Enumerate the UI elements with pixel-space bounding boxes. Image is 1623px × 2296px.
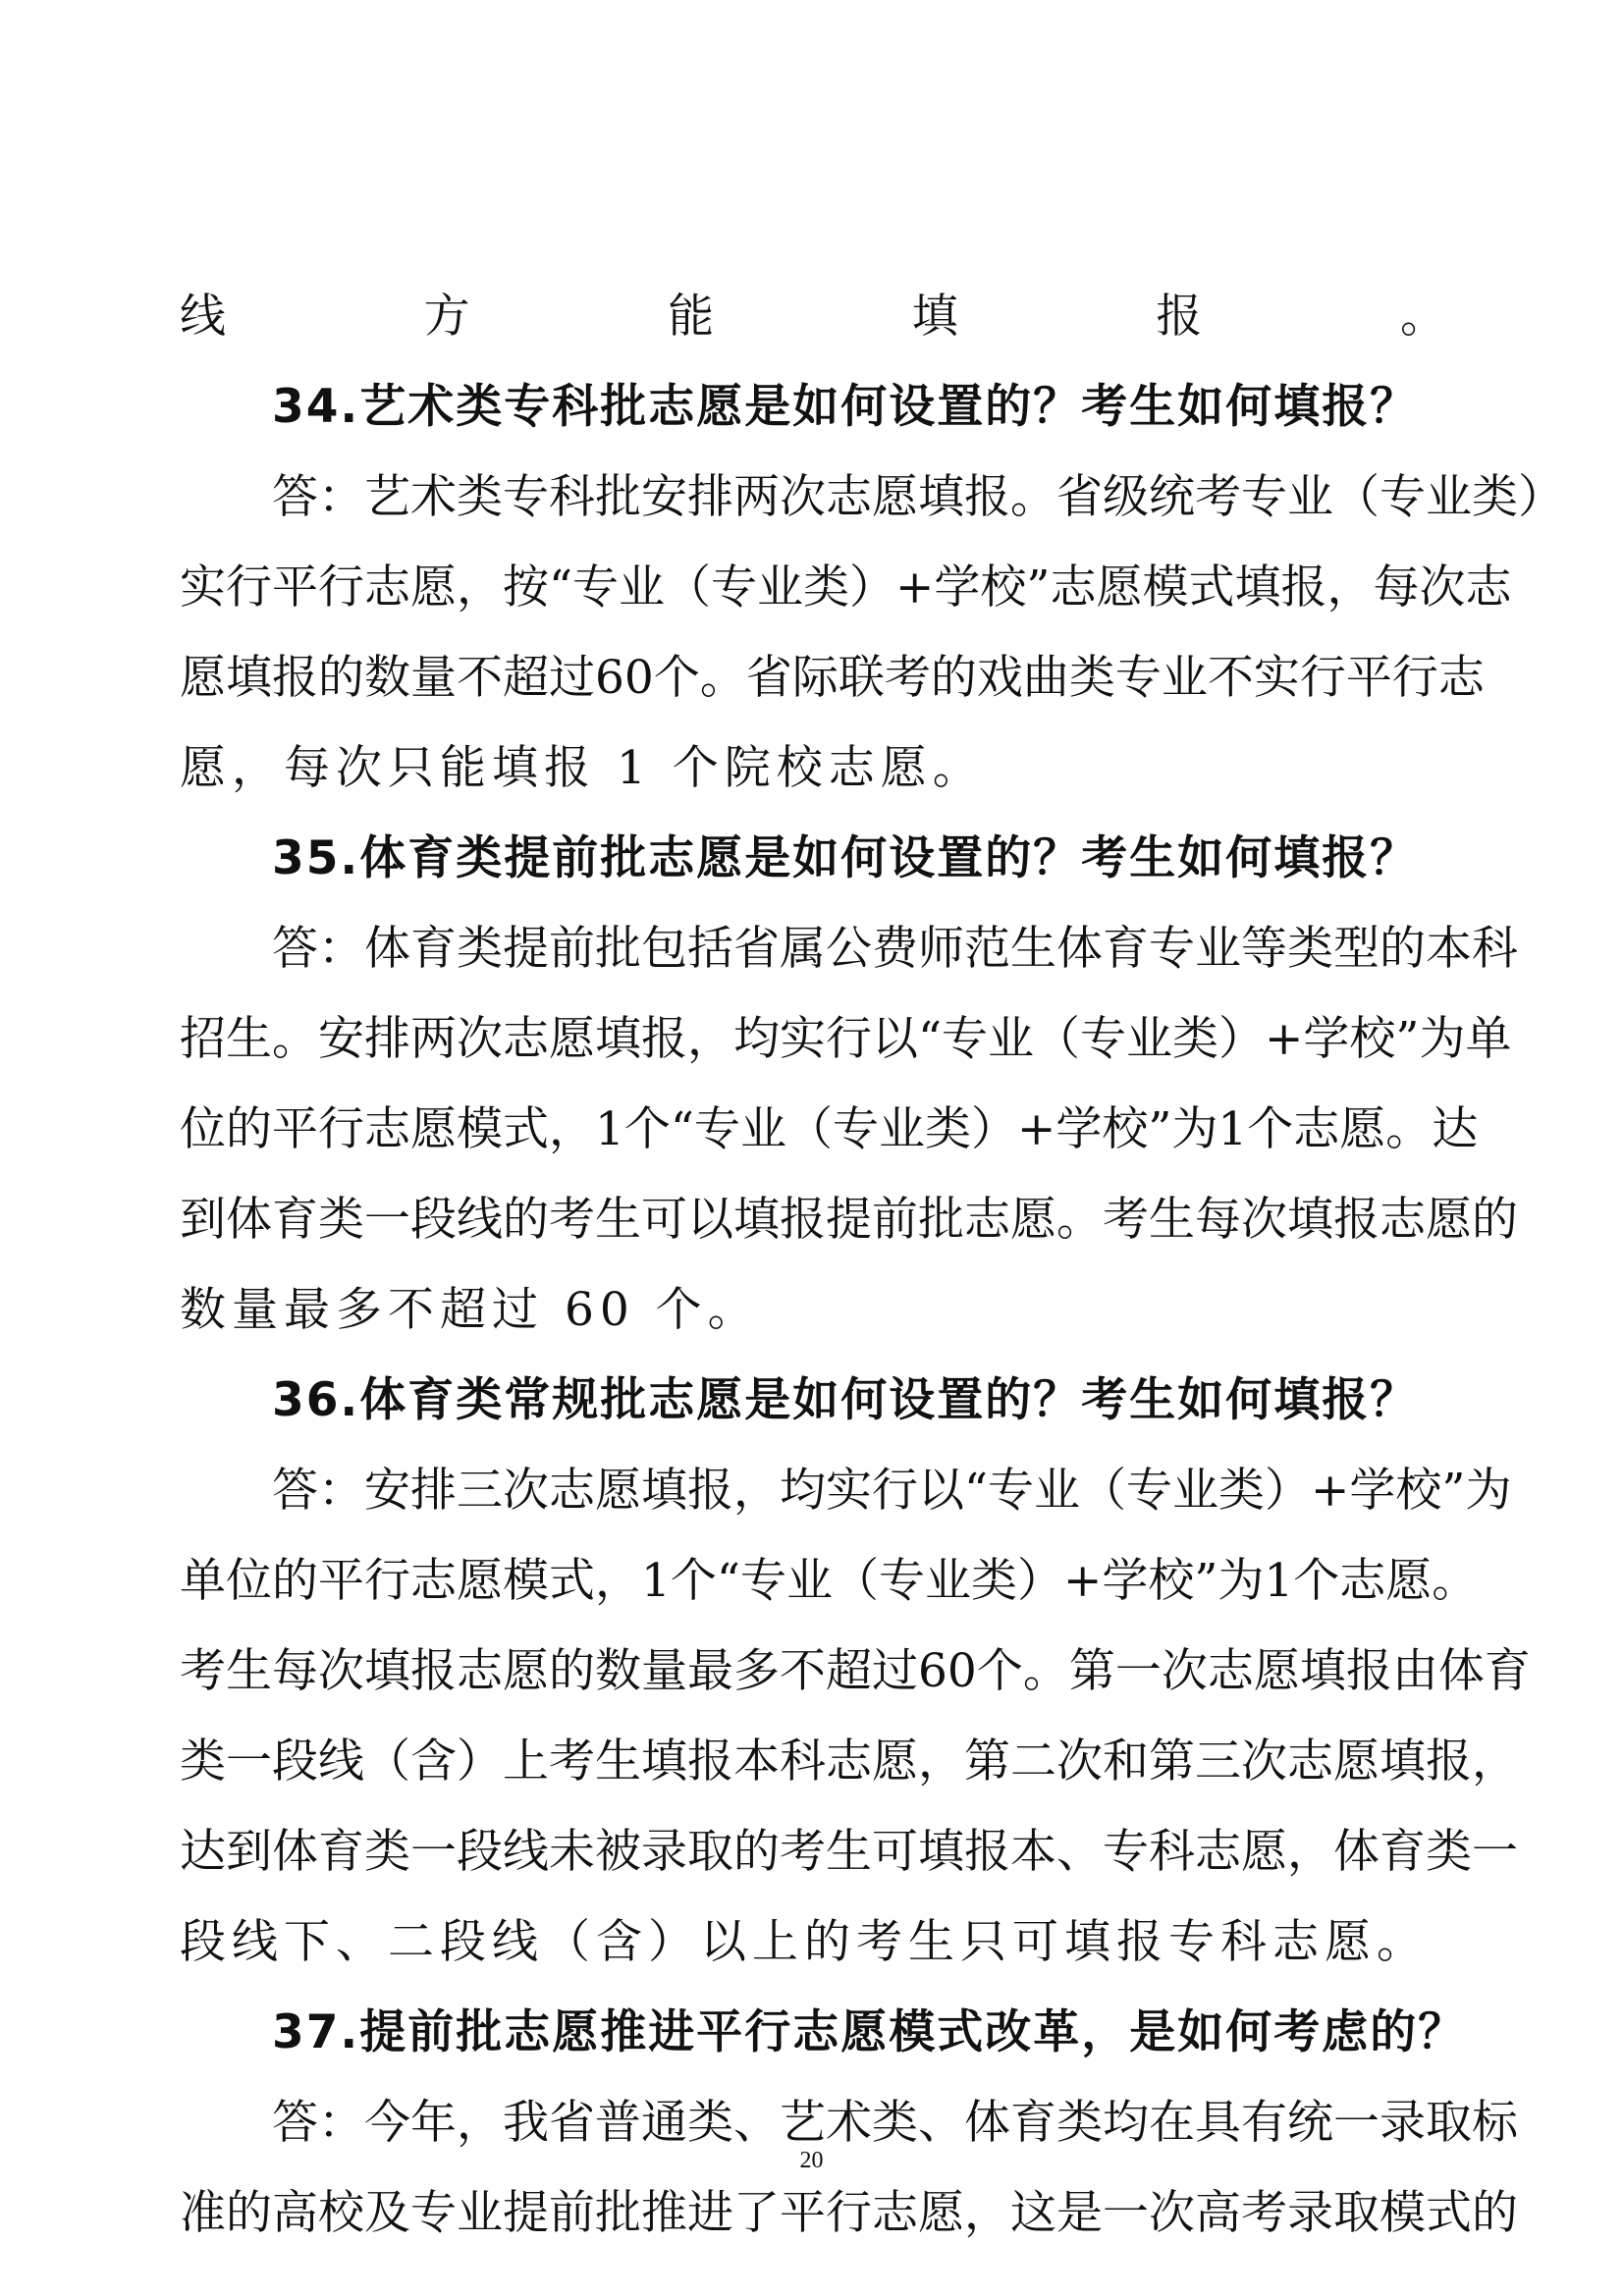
text-line: 实 行 平 行 志 愿 ， 按 “ 专 业 （ 专 业 类 ） + 学 校 ” 志 愿 模 式 填 报 ， 每 次 志 (180, 561, 1512, 614)
text-line: 答 ： 安 排 三 次 志 愿 填 报 ， 均 实 行 以 “ 专 业 （ 专 业 类 ） + 学 校 ” 为 (272, 1464, 1512, 1518)
text-line: 位 的 平 行 志 愿 模 式 ， 1 个 “ 专 业 （ 专 业 类 ） + 学 校 ” 为 1 个 志 愿 。 达 (180, 1102, 1479, 1156)
text-line: 愿，每次只能填报 1 个院校志愿。 (180, 741, 985, 795)
text-line: 愿 填 报 的 数 量 不 超 过 60 个 。 省 际 联 考 的 戏 曲 类 专 业 不 实 行 平 行 志 (180, 651, 1485, 705)
text-line: 数量最多不超过 60 个。 (180, 1283, 760, 1337)
text-line: 招 生 。 安 排 两 次 志 愿 填 报 ， 均 实 行 以 “ 专 业 （ 专 业 类 ） + 学 校 ” 为 单 (180, 1012, 1512, 1066)
text-line: 到 体 育 类 一 段 线 的 考 生 可 以 填 报 提 前 批 志 愿 。 考 生 每 次 填 报 志 愿 的 (180, 1193, 1518, 1247)
text-line: 答 ： 今 年 ， 我 省 普 通 类 、 艺 术 类 、 体 育 类 均 在 具 有 统 一 录 取 标 (272, 2096, 1518, 2150)
text-line: 答 ： 艺 术 类 专 科 批 安 排 两 次 志 愿 填 报 。 省 级 统 考 专 业 （ 专 业 类 ） (272, 470, 1564, 524)
text-line: 达 到 体 育 类 一 段 线 未 被 录 取 的 考 生 可 填 报 本 、 专 科 志 愿 ， 体 育 类 一 (180, 1825, 1518, 1879)
page-number: 20 (799, 2148, 824, 2173)
text-line: 答 ： 体 育 类 提 前 批 包 括 省 属 公 费 师 范 生 体 育 专 业 等 类 型 的 本 科 (272, 922, 1518, 976)
text-line: 段线下、二段线（含）以上的考生只可填报专科志愿。 (180, 1915, 1429, 1969)
question-heading: 34.艺术类专科批志愿是如何设置的？考生如何填报？ (272, 380, 1419, 434)
question-heading: 37.提前批志愿推进平行志愿模式改革，是如何考虑的？ (272, 2005, 1467, 2059)
text-line: 考 生 每 次 填 报 志 愿 的 数 量 最 多 不 超 过 60 个 。 第 一 次 志 愿 填 报 由 体 育 (180, 1644, 1531, 1698)
text-line: 线 方 能 填 报 。 (180, 290, 1446, 344)
question-heading: 35.体育类提前批志愿是如何设置的？考生如何填报？ (272, 831, 1419, 885)
text-line: 类 一 段 线 （ 含 ） 上 考 生 填 报 本 科 志 愿 ， 第 二 次 和 第 三 次 志 愿 填 报 ， (180, 1735, 1518, 1789)
question-heading: 36.体育类常规批志愿是如何设置的？考生如何填报？ (272, 1373, 1419, 1427)
text-line: 单 位 的 平 行 志 愿 模 式 ， 1 个 “ 专 业 （ 专 业 类 ） + 学 校 ” 为 1 个 志 愿 。 (180, 1554, 1479, 1608)
text-line: 准 的 高 校 及 专 业 提 前 批 推 进 了 平 行 志 愿 ， 这 是 一 次 高 考 录 取 模 式 的 (180, 2186, 1518, 2240)
